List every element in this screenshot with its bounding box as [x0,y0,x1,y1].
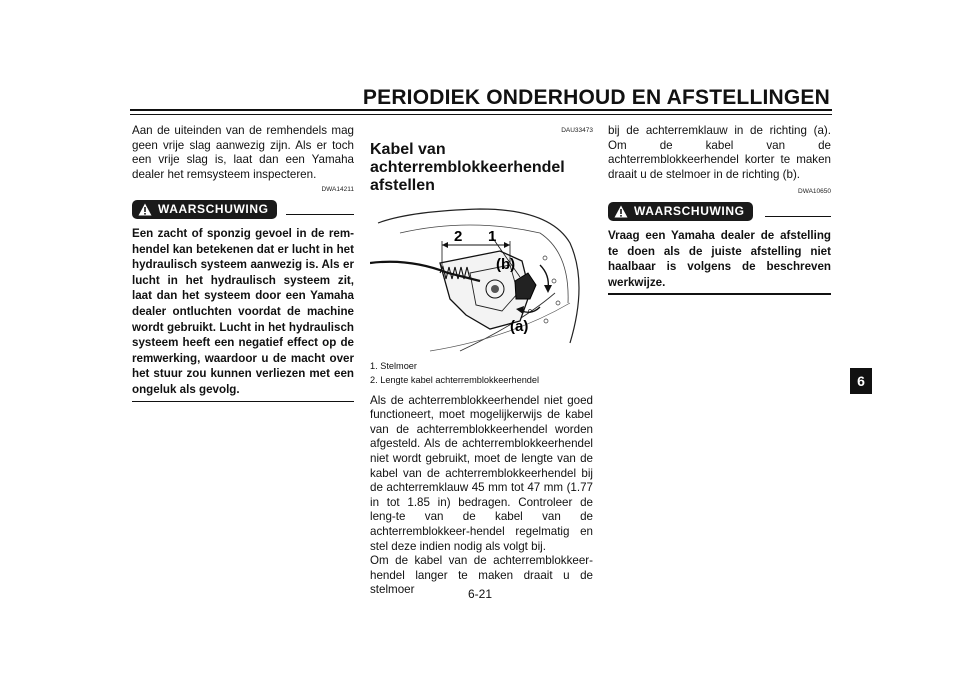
brake-caliper-figure [370,203,593,353]
section-title [370,141,593,195]
figure-label-2: 2 [454,227,463,245]
warning-text-2: Vraag een Yamaha dealer de afstelling te doen als de juiste afstelling niet haalbaar is volgens de beschreven werkwijze. [608,228,831,289]
warning-label: WAARSCHUWING [158,202,269,217]
column-1 [132,124,354,402]
warning-triangle-icon [138,203,152,216]
brake-caliper-illustration [370,203,593,353]
section-title-line-3: afstellen [370,176,435,194]
warning-end-rule-2 [608,293,831,295]
caption-1: 1. Stelmoer [370,360,417,371]
column-2 [370,124,593,598]
warning-triangle-icon [614,205,628,218]
chapter-number: 6 [857,373,865,389]
continuation-paragraph: bij de achterremklauw in de richting (a). Om de kabel van de achterremblokkeerhendel korter te maken draait u de stelmoer in de richting (b). [608,124,831,181]
caption-2: 2. Lengte kabel achterremblokkeerhendel [370,374,540,385]
intro-paragraph: Aan de uiteinden van de remhendels mag geen vrije slag aanwezig zijn. Als er toch een vrije slag is, laat dan een Yamaha dealer het remsysteem inspecteren. [132,124,354,181]
page-title: PERIODIEK ONDERHOUD EN AFSTELLINGEN [362,86,830,109]
figure-label-1: 1 [488,227,497,245]
header-rule-thick [130,109,832,111]
warning-badge [132,200,277,219]
warning-header-line-2 [765,216,831,217]
header-rule-thin [130,114,832,115]
warning-header-2 [608,202,831,224]
chapter-tab [850,368,872,394]
warning-label-2: WAARSCHUWING [634,204,745,219]
figure-label-a: (a) [510,317,529,335]
warning-text: Een zacht of sponzig gevoel in de rem-hendel kan betekenen dat er lucht in het hydraulisch systeem aanwezig is. Als er lucht in het hydraulisch systeem zit, laat dan het systeem door een Yamaha dealer ontluchten voordat de machine wordt gebruikt. Lucht in het hydraulisch systeem heeft een negatief effect op de remwerking, waardoor u de macht over het stuur zou kunnen verliezen met een ongeluk als gevolg. [132,226,354,396]
warning-badge-2 [608,202,753,221]
figure-label-b: (b) [496,255,516,273]
page-number: 6-21 [467,587,493,601]
body-paragraph-2: Om de kabel van de achterremblokkeer-hendel langer te maken draait u de stelmoer [370,554,593,597]
body-paragraph-1: Als de achterremblokkeerhendel niet goed functioneert, moet mogelijkerwijs de kabel van de achterremblokkeerhendel worden afgesteld. Als de achterremblokkeerhendel niet wordt gebruikt, moet de lengte van de kabel van de achterremblokkeerhendel bij de achterremklauw 45 mm tot 47 mm (1.77 in tot 1.85 in) bedragen. Controleer de leng-te van de kabel van de achterremblokkeer-hendel regelmatig en stel deze indien nodig als volgt bij. [370,393,593,553]
section-title-line-2: achterremblokkeerhendel [370,158,565,176]
column-3 [608,124,831,295]
figure-captions [370,359,593,387]
warning-code: DWA14211 [321,186,354,194]
warning-header [132,200,354,222]
section-title-line-1: Kabel van [370,140,446,158]
warning-end-rule [132,401,354,403]
warning-header-line [286,214,354,215]
warning-code-2: DWA10650 [798,188,831,196]
section-code: DAU33473 [561,127,593,134]
